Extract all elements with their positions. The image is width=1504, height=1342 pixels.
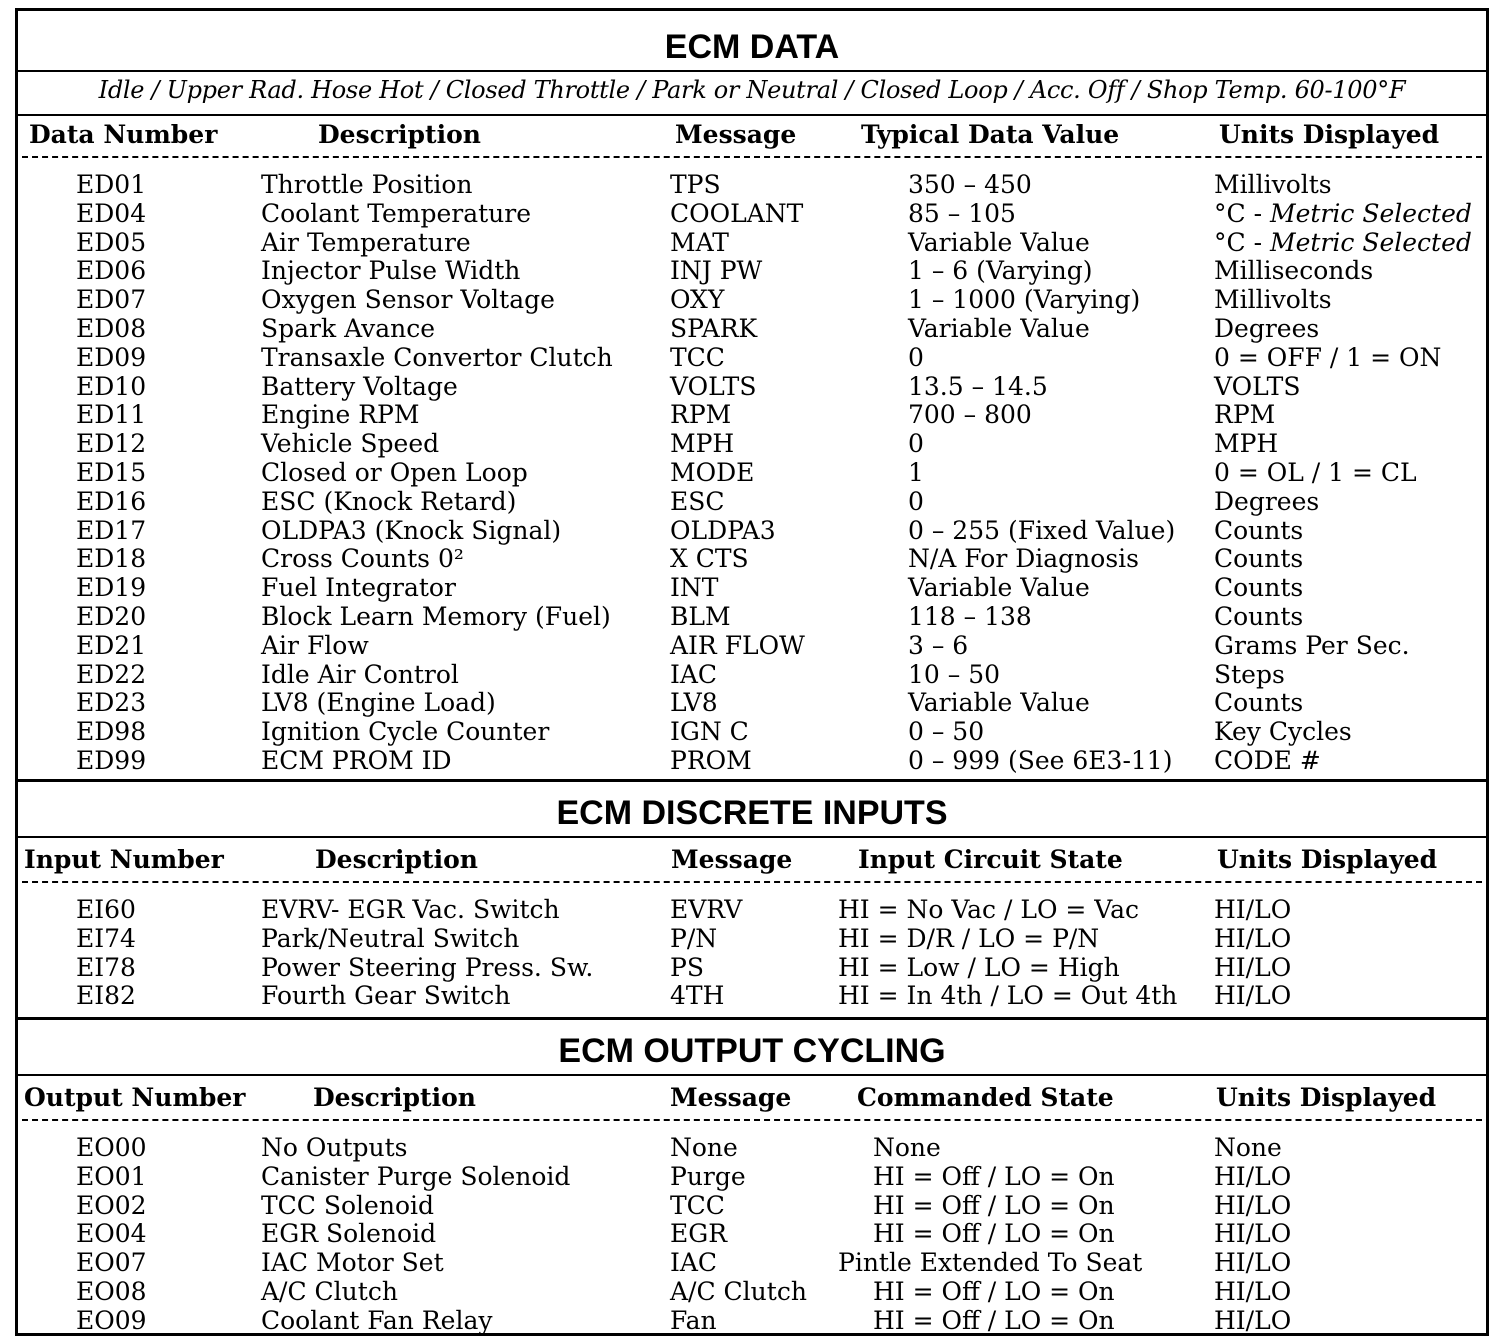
table-row	[18, 717, 1486, 746]
dashed-divider	[22, 1119, 1482, 1121]
row-description: LV8 (Engine Load)	[261, 688, 496, 718]
row-description: Oxygen Sensor Voltage	[261, 285, 555, 315]
row-number: ED01	[76, 170, 147, 199]
row-description: Engine RPM	[261, 400, 420, 430]
row-description: Park/Neutral Switch	[261, 923, 520, 953]
row-number: ED17	[76, 515, 147, 545]
row-units: °C - Metric Selected	[1214, 227, 1472, 257]
row-description: A/C Clutch	[261, 1277, 398, 1306]
row-value: 1 – 6 (Varying)	[908, 256, 1093, 286]
table-row	[18, 1306, 1486, 1335]
row-number: ED06	[76, 256, 147, 286]
row-description: Air Flow	[261, 630, 369, 660]
row-message: IGN C	[670, 717, 749, 747]
row-description: OLDPA3 (Knock Signal)	[261, 515, 562, 545]
divider	[18, 836, 1486, 838]
row-units: 0 = OL / 1 = CL	[1214, 458, 1417, 487]
row-number: ED04	[76, 198, 147, 228]
header-input-number: Input Number	[24, 845, 224, 874]
row-units: HI/LO	[1214, 895, 1292, 924]
row-number: EI82	[76, 981, 136, 1011]
row-number: EO04	[76, 1219, 147, 1249]
row-value: 0	[908, 429, 924, 459]
discrete-inputs-title: ECM DISCRETE INPUTS	[556, 794, 948, 832]
row-value: HI = Off / LO = On	[873, 1305, 1115, 1335]
row-units: HI/LO	[1214, 1277, 1292, 1306]
row-value: 0	[908, 342, 924, 372]
divider	[18, 1074, 1486, 1076]
ecm-data-title: ECM DATA	[664, 28, 840, 66]
table-row	[18, 314, 1486, 343]
row-units: Counts	[1214, 688, 1304, 718]
row-units: RPM	[1214, 400, 1276, 430]
row-units: MPH	[1214, 429, 1279, 459]
row-value: HI = No Vac / LO = Vac	[838, 895, 1139, 924]
row-description: Vehicle Speed	[261, 429, 440, 459]
row-description: ECM PROM ID	[261, 746, 452, 775]
table-row	[18, 285, 1486, 314]
row-message: EVRV	[670, 895, 743, 924]
row-message: IAC	[670, 1248, 718, 1278]
row-message: TCC	[670, 342, 725, 372]
header-typical-value: Typical Data Value	[861, 120, 1120, 149]
table-row	[18, 1277, 1486, 1306]
row-message: A/C Clutch	[670, 1277, 807, 1306]
row-number: ED11	[76, 400, 147, 430]
row-number: ED15	[76, 458, 147, 487]
row-message: X CTS	[670, 544, 749, 574]
units-note: Metric Selected	[1269, 198, 1472, 228]
row-value: Pintle Extended To Seat	[838, 1248, 1143, 1278]
row-value: HI = D/R / LO = P/N	[838, 923, 1100, 953]
row-number: ED18	[76, 544, 147, 574]
row-message: SPARK	[670, 314, 758, 343]
row-number: EO02	[76, 1190, 147, 1220]
row-description: Ignition Cycle Counter	[261, 717, 550, 747]
row-value: 3 – 6	[908, 630, 969, 660]
row-units: HI/LO	[1214, 1248, 1292, 1278]
row-message: MODE	[670, 458, 755, 487]
row-number: ED05	[76, 227, 147, 257]
row-value: 85 – 105	[908, 198, 1016, 228]
table-row	[18, 573, 1486, 602]
row-units: Counts	[1214, 515, 1304, 545]
row-description: Power Steering Press. Sw.	[261, 952, 594, 982]
table-row	[18, 400, 1486, 429]
row-value: Variable Value	[908, 573, 1090, 603]
row-description: Block Learn Memory (Fuel)	[261, 602, 611, 631]
row-value: N/A For Diagnosis	[908, 544, 1139, 574]
row-number: ED19	[76, 573, 147, 603]
row-message: AIR FLOW	[670, 630, 805, 660]
header-description: Description	[318, 120, 481, 149]
header-message: Message	[671, 845, 793, 874]
row-message: OXY	[670, 285, 725, 315]
row-message: INJ PW	[670, 256, 763, 286]
row-number: ED99	[76, 746, 147, 775]
row-units: Key Cycles	[1214, 717, 1352, 747]
table-row	[18, 458, 1486, 487]
row-description: EVRV- EGR Vac. Switch	[261, 895, 560, 924]
row-number: ED20	[76, 602, 147, 631]
table-row	[18, 688, 1486, 717]
table-row	[18, 953, 1486, 982]
row-message: Purge	[670, 1161, 746, 1191]
table-row	[18, 544, 1486, 573]
row-number: EO09	[76, 1305, 147, 1335]
row-value: Variable Value	[908, 688, 1090, 718]
row-message: TPS	[670, 170, 721, 199]
row-units: Counts	[1214, 602, 1304, 631]
row-description: Coolant Temperature	[261, 198, 532, 228]
row-units: Millivolts	[1214, 285, 1332, 315]
row-number: EO08	[76, 1277, 147, 1306]
row-message: LV8	[670, 688, 718, 718]
row-units: Milliseconds	[1214, 256, 1374, 286]
row-description: EGR Solenoid	[261, 1219, 437, 1249]
dashed-divider	[22, 881, 1482, 883]
row-number: ED08	[76, 314, 147, 343]
row-description: Coolant Fan Relay	[261, 1305, 493, 1335]
header-description: Description	[313, 1083, 476, 1112]
row-message: IAC	[670, 659, 718, 689]
row-description: Throttle Position	[261, 170, 473, 199]
output-cycling-title: ECM OUTPUT CYCLING	[558, 1032, 946, 1070]
row-units: 0 = OFF / 1 = ON	[1214, 342, 1442, 372]
row-units: CODE #	[1214, 746, 1321, 775]
row-description: Closed or Open Loop	[261, 458, 528, 487]
row-value: 10 – 50	[908, 659, 1001, 689]
row-message: Fan	[670, 1305, 717, 1335]
table-row	[18, 1162, 1486, 1191]
row-number: ED98	[76, 717, 147, 747]
row-number: ED12	[76, 429, 147, 459]
divider	[18, 70, 1486, 72]
row-units: HI/LO	[1214, 1219, 1292, 1249]
dashed-divider	[22, 156, 1482, 158]
row-value: 0 – 999 (See 6E3-11)	[908, 746, 1173, 775]
row-message: MAT	[670, 227, 729, 257]
row-message: PS	[670, 952, 704, 982]
row-description: Cross Counts 0²	[261, 544, 464, 574]
row-number: EI74	[76, 923, 136, 953]
row-value: HI = Off / LO = On	[873, 1161, 1115, 1191]
table-row	[18, 981, 1486, 1010]
row-message: RPM	[670, 400, 732, 430]
header-output-number: Output Number	[24, 1083, 246, 1112]
row-value: None	[873, 1133, 941, 1162]
table-row	[18, 1191, 1486, 1220]
row-message: P/N	[670, 923, 718, 953]
header-message: Message	[670, 1083, 792, 1112]
row-message: ESC	[670, 486, 725, 516]
row-units: VOLTS	[1214, 371, 1301, 401]
row-value: 0 – 255 (Fixed Value)	[908, 515, 1176, 545]
row-units: °C - Metric Selected	[1214, 198, 1472, 228]
table-row	[18, 516, 1486, 545]
row-description: Transaxle Convertor Clutch	[261, 342, 613, 372]
row-message: INT	[670, 573, 719, 603]
row-value: 1	[908, 458, 924, 487]
row-number: ED09	[76, 342, 147, 372]
header-data-number: Data Number	[29, 120, 218, 149]
row-value: Variable Value	[908, 314, 1090, 343]
row-number: ED22	[76, 659, 147, 689]
test-conditions: Idle / Upper Rad. Hose Hot / Closed Throttle / Park or Neutral / Closed Loop / Acc. Off / Shop Temp. 60-100°F	[98, 76, 1406, 104]
table-row	[18, 924, 1486, 953]
row-description: TCC Solenoid	[261, 1190, 434, 1220]
row-number: EO07	[76, 1248, 147, 1278]
row-units: HI/LO	[1214, 1305, 1292, 1335]
row-number: EI60	[76, 895, 136, 924]
row-number: EO00	[76, 1133, 147, 1162]
row-message: EGR	[670, 1219, 728, 1249]
section-divider	[18, 779, 1486, 782]
header-circuit-state: Input Circuit State	[858, 845, 1123, 874]
table-row	[18, 487, 1486, 516]
row-description: Injector Pulse Width	[261, 256, 521, 286]
row-number: ED21	[76, 630, 147, 660]
row-units: Grams Per Sec.	[1214, 630, 1410, 660]
table-row	[18, 631, 1486, 660]
row-units: Degrees	[1214, 314, 1320, 343]
row-message: COOLANT	[670, 198, 804, 228]
row-value: HI = Off / LO = On	[873, 1190, 1115, 1220]
row-description: Canister Purge Solenoid	[261, 1161, 571, 1191]
row-units: HI/LO	[1214, 981, 1292, 1011]
row-description: Spark Avance	[261, 314, 436, 343]
row-value: HI = In 4th / LO = Out 4th	[838, 981, 1178, 1011]
table-row	[18, 228, 1486, 257]
table-row	[18, 602, 1486, 631]
row-message: OLDPA3	[670, 515, 776, 545]
table-row	[18, 1133, 1486, 1162]
table-row	[18, 199, 1486, 228]
header-units: Units Displayed	[1219, 120, 1440, 149]
row-description: ESC (Knock Retard)	[261, 486, 517, 516]
row-number: ED10	[76, 371, 147, 401]
row-units: HI/LO	[1214, 1161, 1292, 1191]
table-row	[18, 372, 1486, 401]
row-value: 350 – 450	[908, 170, 1032, 199]
row-units: Steps	[1214, 659, 1285, 689]
header-description: Description	[315, 845, 478, 874]
header-units: Units Displayed	[1216, 1083, 1437, 1112]
row-message: MPH	[670, 429, 735, 459]
row-units: Counts	[1214, 544, 1304, 574]
row-description: IAC Motor Set	[261, 1248, 444, 1278]
table-row	[18, 746, 1486, 775]
row-description: No Outputs	[261, 1133, 408, 1162]
row-description: Fuel Integrator	[261, 573, 456, 603]
row-value: 118 – 138	[908, 602, 1032, 631]
row-value: HI = Low / LO = High	[838, 952, 1120, 982]
table-row	[18, 1248, 1486, 1277]
row-number: EO01	[76, 1161, 147, 1191]
row-units: HI/LO	[1214, 952, 1292, 982]
row-message: TCC	[670, 1190, 725, 1220]
row-description: Battery Voltage	[261, 371, 458, 401]
row-value: HI = Off / LO = On	[873, 1277, 1115, 1306]
row-message: BLM	[670, 602, 731, 631]
row-units: Degrees	[1214, 486, 1320, 516]
section-divider	[18, 1017, 1486, 1020]
header-units: Units Displayed	[1217, 845, 1438, 874]
row-message: 4TH	[670, 981, 725, 1011]
header-commanded-state: Commanded State	[857, 1083, 1114, 1112]
row-value: 700 – 800	[908, 400, 1032, 430]
row-description: Air Temperature	[261, 227, 471, 257]
row-value: Variable Value	[908, 227, 1090, 257]
row-units: HI/LO	[1214, 1190, 1292, 1220]
table-row	[18, 1219, 1486, 1248]
table-row	[18, 170, 1486, 199]
table-row	[18, 343, 1486, 372]
units-note: Metric Selected	[1269, 227, 1472, 257]
table-row	[18, 895, 1486, 924]
row-units: Millivolts	[1214, 170, 1332, 199]
row-message: VOLTS	[670, 371, 757, 401]
row-units: HI/LO	[1214, 923, 1292, 953]
row-value: 0 – 50	[908, 717, 985, 747]
row-message: PROM	[670, 746, 752, 775]
divider	[18, 114, 1486, 116]
header-message: Message	[675, 120, 797, 149]
row-value: 1 – 1000 (Varying)	[908, 285, 1141, 315]
row-value: 0	[908, 486, 924, 516]
table-row	[18, 429, 1486, 458]
row-units: Counts	[1214, 573, 1304, 603]
row-description: Fourth Gear Switch	[261, 981, 511, 1011]
row-message: None	[670, 1133, 738, 1162]
row-number: EI78	[76, 952, 136, 982]
row-units: None	[1214, 1133, 1282, 1162]
row-number: ED07	[76, 285, 147, 315]
table-row	[18, 256, 1486, 285]
table-row	[18, 660, 1486, 689]
row-value: 13.5 – 14.5	[908, 371, 1048, 401]
row-description: Idle Air Control	[261, 659, 459, 689]
row-value: HI = Off / LO = On	[873, 1219, 1115, 1249]
row-number: ED16	[76, 486, 147, 516]
ecm-reference-sheet	[15, 8, 1489, 1336]
row-number: ED23	[76, 688, 147, 718]
